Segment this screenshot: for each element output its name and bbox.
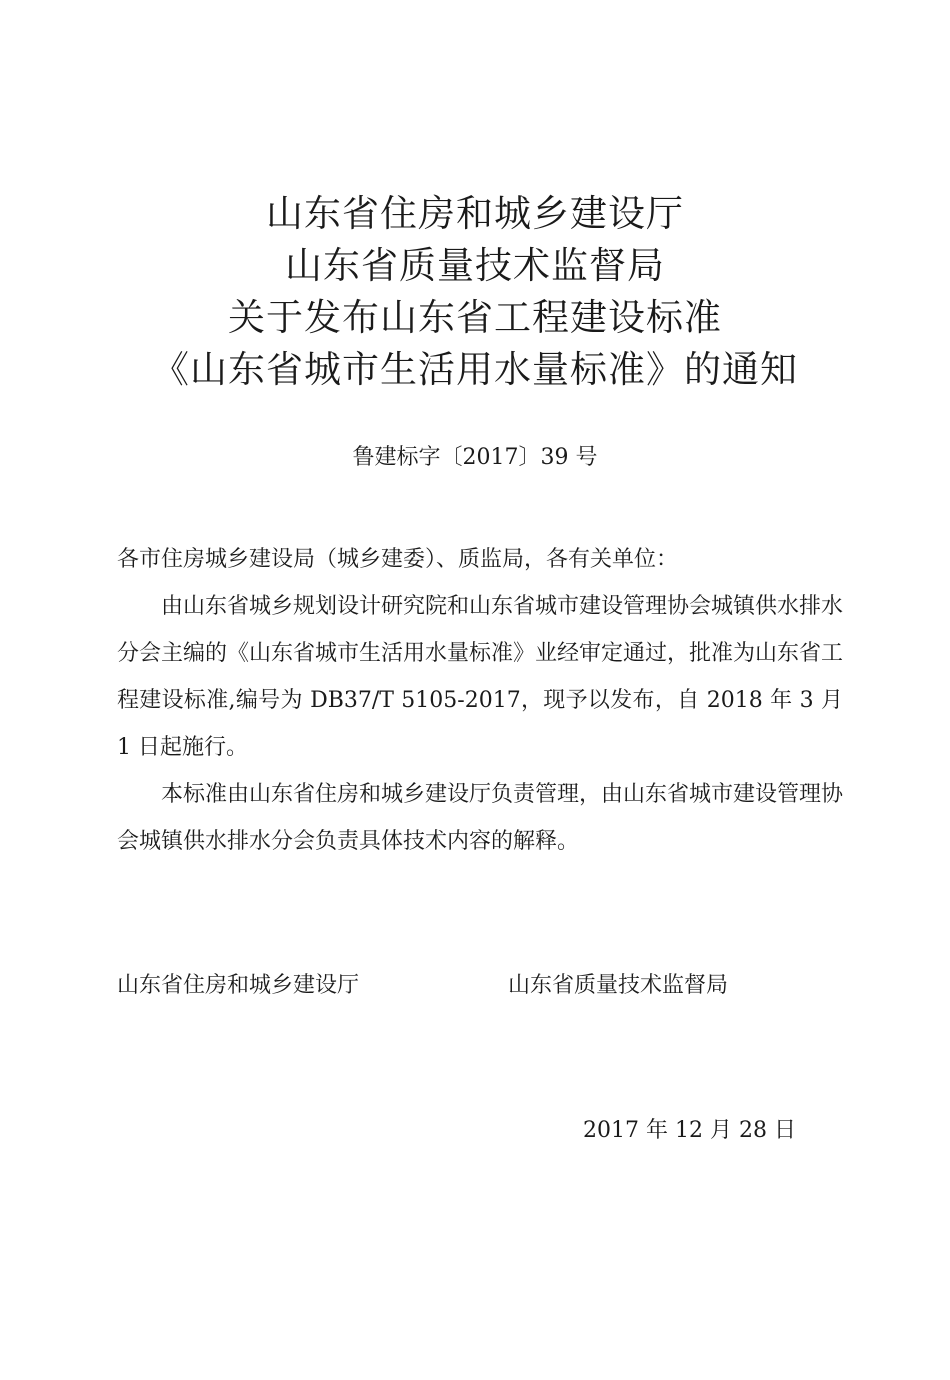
- issue-date: 2017 年 12 月 28 日: [583, 1118, 796, 1143]
- title-line-standard-name: 《山东省城市生活用水量标准》的通知: [152, 348, 798, 391]
- notice-title: [0, 188, 950, 396]
- signer-quality-bureau: 山东省质量技术监督局: [508, 973, 729, 998]
- document-number: 鲁建标字〔2017〕39 号: [352, 445, 598, 470]
- body-paragraph-management: 本标准由山东省住房和城乡建设厅负责管理，由山东省城市建设管理协会城镇供水排水分会负责具体技术内容的解释。: [117, 782, 844, 854]
- body-paragraph-approval: 由山东省城乡规划设计研究院和山东省城市建设管理协会城镇供水排水分会主编的《山东省城市生活用水量标准》业经审定通过，批准为山东省工程建设标准,编号为 DB37/T 5105-2017，现予以发布，自 2018 年 3 月 1 日起施行。: [117, 594, 844, 760]
- signer-housing-department: 山东省住房和城乡建设厅: [117, 973, 360, 998]
- notice-body: [117, 536, 843, 865]
- title-line-subject: 关于发布山东省工程建设标准: [228, 296, 722, 339]
- title-line-issuer-2: 山东省质量技术监督局: [285, 244, 665, 287]
- salutation: 各市住房城乡建设局（城乡建委）、质监局，各有关单位：: [117, 547, 679, 572]
- title-line-issuer-1: 山东省住房和城乡建设厅: [266, 192, 684, 235]
